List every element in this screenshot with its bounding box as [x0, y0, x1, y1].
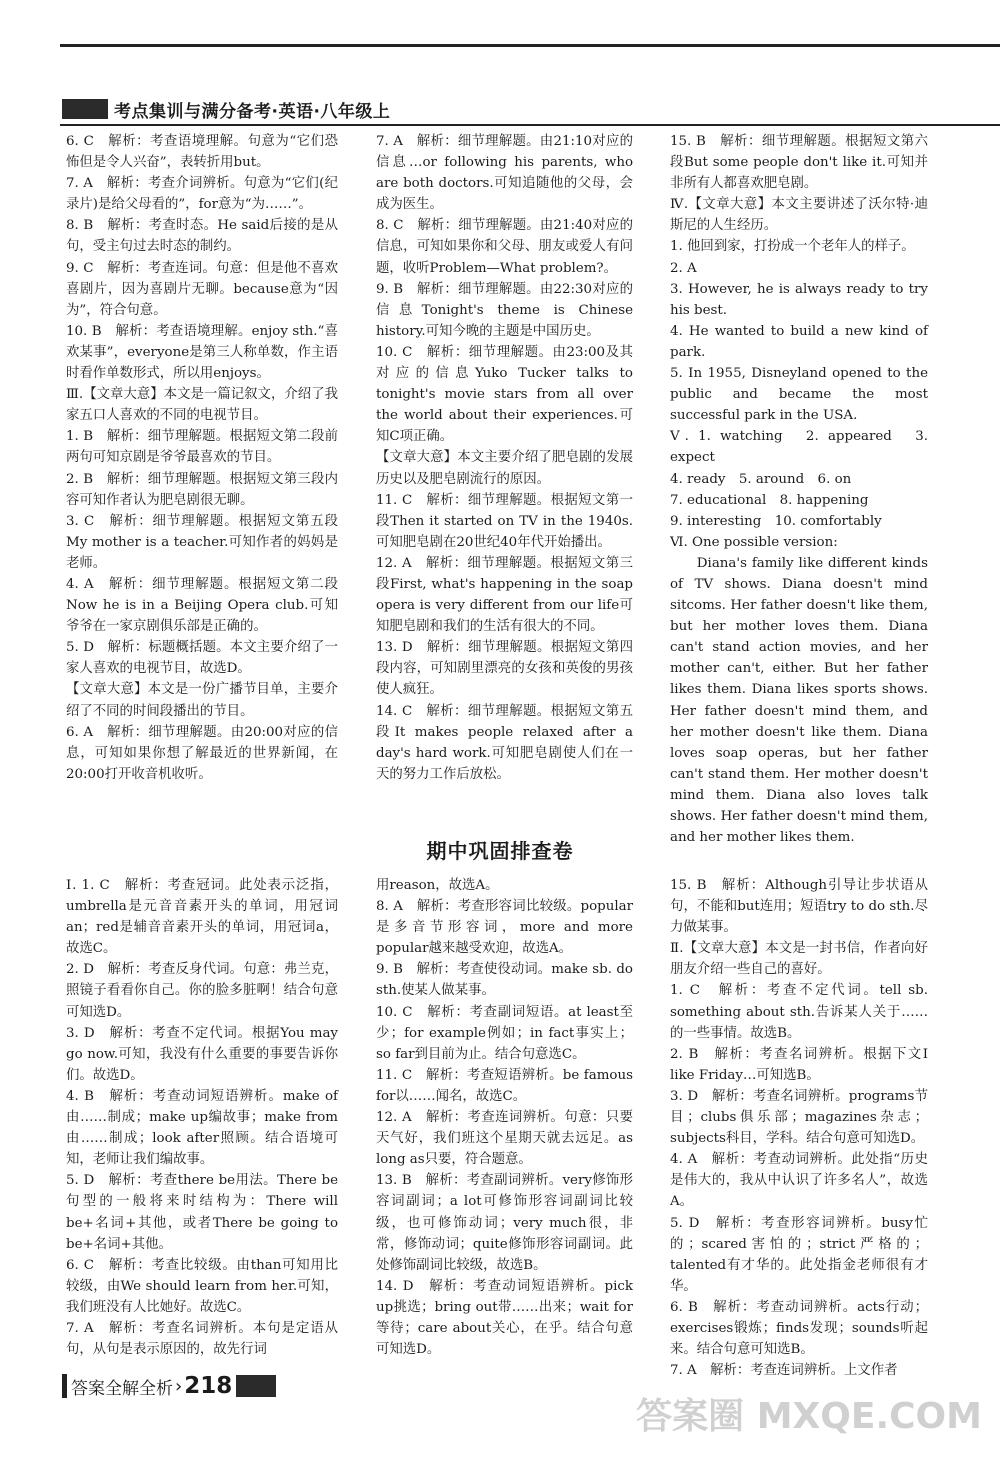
answer-item: 11. C 解析：细节理解题。根据短文第一段Then it started on TV in the 1940s.可知肥皂剧在20世纪40年代开始播出。 — [376, 492, 633, 550]
answer-item: 5. D 解析：考查there be用法。There be句型的一般将来时结构为：There will be+名词+其他，或者There be going to be+名词+其他。 — [66, 1173, 338, 1252]
answer-item: 2. B 解析：考查名词辨析。根据下文I like Friday…可知选B。 — [670, 1046, 928, 1083]
answer-item: 6. A 解析：细节理解题。由20:00对应的信息，可知如果你想了解最近的世界新闻，在20:00打开收音机收听。 — [66, 724, 338, 782]
answer-item: 15. B 解析：细节理解题。根据短文第六段But some people don't like it.可知并非所有人都喜欢肥皂剧。 — [670, 134, 928, 192]
page-header — [62, 96, 390, 122]
answer-item: 5. D 解析：考查形容词辨析。busy忙的；scared害怕的；strict严格的；talented有才华的。此处指金老师很有才华。 — [670, 1215, 928, 1294]
sample-essay: Diana's family like different kinds of TV shows. Diana doesn't mind sitcoms. Her father doesn't like them, but her mother loves them. Diana can't stand action movies, and her mother can't, either. But her father likes them. Diana likes sports shows. Her father doesn't mind them, and her mother doesn't like them. Diana loves soap operas, but her father can't stand them. Her mother doesn't mind them. Diana also loves talk shows. Her father doesn't mind them, and her mother likes them. — [670, 555, 928, 846]
answer-item: 14. D 解析：考查动词短语辨析。pick up挑选；bring out带……出来；wait for等待；care about关心，在乎。结合句意可知选D。 — [376, 1278, 633, 1358]
answer-item: 2. A — [670, 260, 697, 276]
answer-column-5 — [376, 875, 633, 1360]
answer-item: 10. C 解析：细节理解题。由23:00及其对应的信息Yuko Tucker talks to tonight's movie stars from all over the world about their experiences.可知C项正确。 — [376, 344, 633, 445]
answer-column-6 — [670, 875, 928, 1381]
answer-item: 5. In 1955, Disneyland opened to the public and became the most successful park in the USA. — [670, 366, 928, 424]
answer-column-1 — [66, 131, 338, 785]
answer-item: 4. B 解析：考查动词短语辨析。make of由……制成；make up编故事；make from由……制成；look after照顾。结合语境可知，老师让我们编故事。 — [66, 1088, 338, 1168]
answer-item: 【文章大意】本文主要介绍了肥皂剧的发展历史以及肥皂剧流行的原因。 — [376, 450, 633, 487]
answer-item: 10. B 解析：考查语境理解。enjoy sth.“喜欢某事”，everyone是第三人称单数，作主语时看作单数形式，所以用enjoys。 — [66, 323, 338, 382]
answer-item: 4. He wanted to build a new kind of park. — [670, 323, 928, 360]
answer-item: 6. C 解析：考查语境理解。句意为“它们恐怖但是令人兴奋”，表转折用but。 — [66, 134, 338, 171]
answer-item: 2. D 解析：考查反身代词。句意：弗兰克，照镜子看看你自己。你的脸多脏啊！结合句意可知选D。 — [66, 962, 338, 1020]
answer-item: 9. interesting 10. comfortably — [670, 513, 882, 529]
watermark: 答案圈 MXQE.COM — [636, 1396, 982, 1437]
answer-item: Ⅲ.【文章大意】本文是一篇记叙文，介绍了我家五口人喜欢的不同的电视节目。 — [66, 387, 338, 424]
page-footer — [62, 1371, 276, 1401]
answer-item: 7. A 解析：细节理解题。由21:10对应的信息…or following his parents, who are both doctors.可知追随他的父母，会成为医生。 — [376, 134, 633, 213]
answer-item: 1. 他回到家，打扮成一个老年人的样子。 — [670, 239, 915, 255]
answer-item: 15. B 解析：Although引导让步状语从句，不能和but连用；短语try to do sth.尽力做某事。 — [670, 878, 928, 936]
answer-item: 7. A 解析：考查介词辨析。句意为“它们(纪录片)是给父母看的”，for意为“为……”。 — [66, 176, 338, 213]
answer-column-4 — [66, 875, 338, 1360]
answer-item: 3. D 解析：考查不定代词。根据You may go now.可知，我没有什么重要的事要告诉你们。故选D。 — [66, 1025, 338, 1083]
answer-item: Ⅳ.【文章大意】本文主要讲述了沃尔特·迪斯尼的人生经历。 — [670, 197, 928, 234]
answer-column-3 — [670, 131, 928, 848]
answer-item: 6. B 解析：考查动词辨析。acts行动；exercises锻炼；finds发现；sounds听起来。结合句意可知选B。 — [670, 1299, 928, 1358]
answer-item: 1. C 解析：考查不定代词。tell sb. something about sth.告诉某人关于……的一些事情。故选B。 — [670, 983, 928, 1041]
answer-item: 13. D 解析：细节理解题。根据短文第四段内容，可知剧里漂亮的女孩和英俊的男孩使人疯狂。 — [376, 640, 633, 698]
answer-item: 8. B 解析：考查时态。He said后接的是从句，受主句过去时态的制约。 — [66, 218, 338, 255]
answer-item: Ⅰ. 1. C 解析：考查冠词。此处表示泛指，umbrella是元音音素开头的单词，用冠词an；red是辅音音素开头的单词，用冠词a，故选C。 — [66, 878, 338, 957]
answer-item: 9. B 解析：考查使役动词。make sb. do sth.使某人做某事。 — [376, 962, 633, 999]
answer-item: 【文章大意】本文是一份广播节目单，主要介绍了不同的时间段播出的节目。 — [66, 682, 338, 719]
answer-item: Ⅱ.【文章大意】本文是一封书信，作者向好朋友介绍一些自己的喜好。 — [670, 941, 928, 978]
answer-item: 4. ready 5. around 6. on — [670, 471, 852, 487]
answer-item: 12. A 解析：考查连词辨析。句意：只要天气好，我们班这个星期天就去远足。as long as只要，符合题意。 — [376, 1110, 633, 1168]
section-title: 期中巩固排查卷 — [426, 839, 574, 863]
answer-item: 1. B 解析：细节理解题。根据短文第二段前两句可知京剧是爷爷最喜欢的节目。 — [66, 429, 338, 466]
answer-item: 6. C 解析：考查比较级。由than可知用比较级，由We should learn from her.可知，我们班没有人比她好。故选C。 — [66, 1257, 338, 1315]
answer-item: 9. C 解析：考查连词。句意：但是他不喜欢喜剧片，因为喜剧片无聊。because意为“因为”，符合句意。 — [66, 260, 338, 318]
answer-item: 14. C 解析：细节理解题。根据短文第五段It makes people relaxed after a day's hard work.可知肥皂剧使人们在一天的努力工作后放松。 — [376, 703, 633, 782]
answer-item: 9. B 解析：细节理解题。由22:30对应的信息Tonight's theme is Chinese history.可知今晚的主题是中国历史。 — [376, 281, 633, 339]
answer-item: 4. A 解析：考查动词辨析。此处指“历史是伟大的，我从中认识了许多名人”，故选A。 — [670, 1152, 928, 1210]
answer-item: 5. D 解析：标题概括题。本文主要介绍了一家人喜欢的电视节目，故选D。 — [66, 640, 338, 677]
answer-item: 4. A 解析：细节理解题。根据短文第二段Now he is in a Beijing Opera club.可知爷爷在一家京剧俱乐部是正确的。 — [66, 576, 338, 635]
answer-item: 用reason，故选A。 — [376, 878, 499, 893]
answer-item: 8. A 解析：考查形容词比较级。popular是多音节形容词，more and more popular越来越受欢迎，故选A。 — [376, 899, 633, 957]
top-rule — [60, 44, 1000, 47]
header-rule — [60, 124, 1000, 126]
answer-item: Ⅴ. 1. watching 2. appeared 3. expect — [670, 429, 928, 466]
answer-item: 7. A 解析：考查名词辨析。本句是定语从句，从句是表示原因的，故先行词 — [66, 1320, 338, 1358]
answer-column-2 — [376, 131, 633, 785]
chevron-right-icon: › — [175, 1375, 183, 1397]
footer-tab — [236, 1375, 276, 1397]
footer-label: 答案全解全析 — [71, 1378, 173, 1399]
footer-bar — [62, 1374, 67, 1398]
page-number: 218 — [184, 1373, 233, 1399]
header-tab — [62, 99, 108, 119]
answer-item: 2. B 解析：细节理解题。根据短文第三段内容可知作者认为肥皂剧很无聊。 — [66, 471, 338, 508]
answer-item: 7. A 解析：考查连词辨析。上文作者 — [670, 1363, 898, 1379]
answer-item: 7. educational 8. happening — [670, 492, 869, 508]
answer-item: Ⅵ. One possible version: — [670, 534, 838, 550]
book-title: 考点集训与满分备考·英语·八年级上 — [114, 101, 391, 122]
answer-item: 12. A 解析：细节理解题。根据短文第三段First, what's happening in the soap opera is very different from our life可知肥皂剧和我们的生活有很大的不同。 — [376, 555, 633, 635]
answer-item: 11. C 解析：考查短语辨析。be famous for以……闻名，故选C。 — [376, 1067, 633, 1104]
answer-item: 13. B 解析：考查副词辨析。very修饰形容词副词；a lot可修饰形容词副词比较级，也可修饰动词；very much很，非常，修饰动词；quite修饰形容词副词。此处修饰副词比较级，故选B。 — [376, 1173, 633, 1273]
answer-item: 10. C 解析：考查副词短语。at least至少；for example例如；in fact事实上；so far到目前为止。结合句意选C。 — [376, 1004, 633, 1062]
answer-item: 3. However, he is always ready to try his best. — [670, 281, 928, 318]
answer-item: 3. D 解析：考查名词辨析。programs节目；clubs俱乐部；magazines杂志；subjects科目，学科。结合句意可知选D。 — [670, 1088, 928, 1147]
answer-item: 8. C 解析：细节理解题。由21:40对应的信息，可知如果你和父母、朋友或爱人有问题，收听Problem—What problem?。 — [376, 218, 633, 276]
answer-item: 3. C 解析：细节理解题。根据短文第五段My mother is a teacher.可知作者的妈妈是老师。 — [66, 513, 338, 571]
